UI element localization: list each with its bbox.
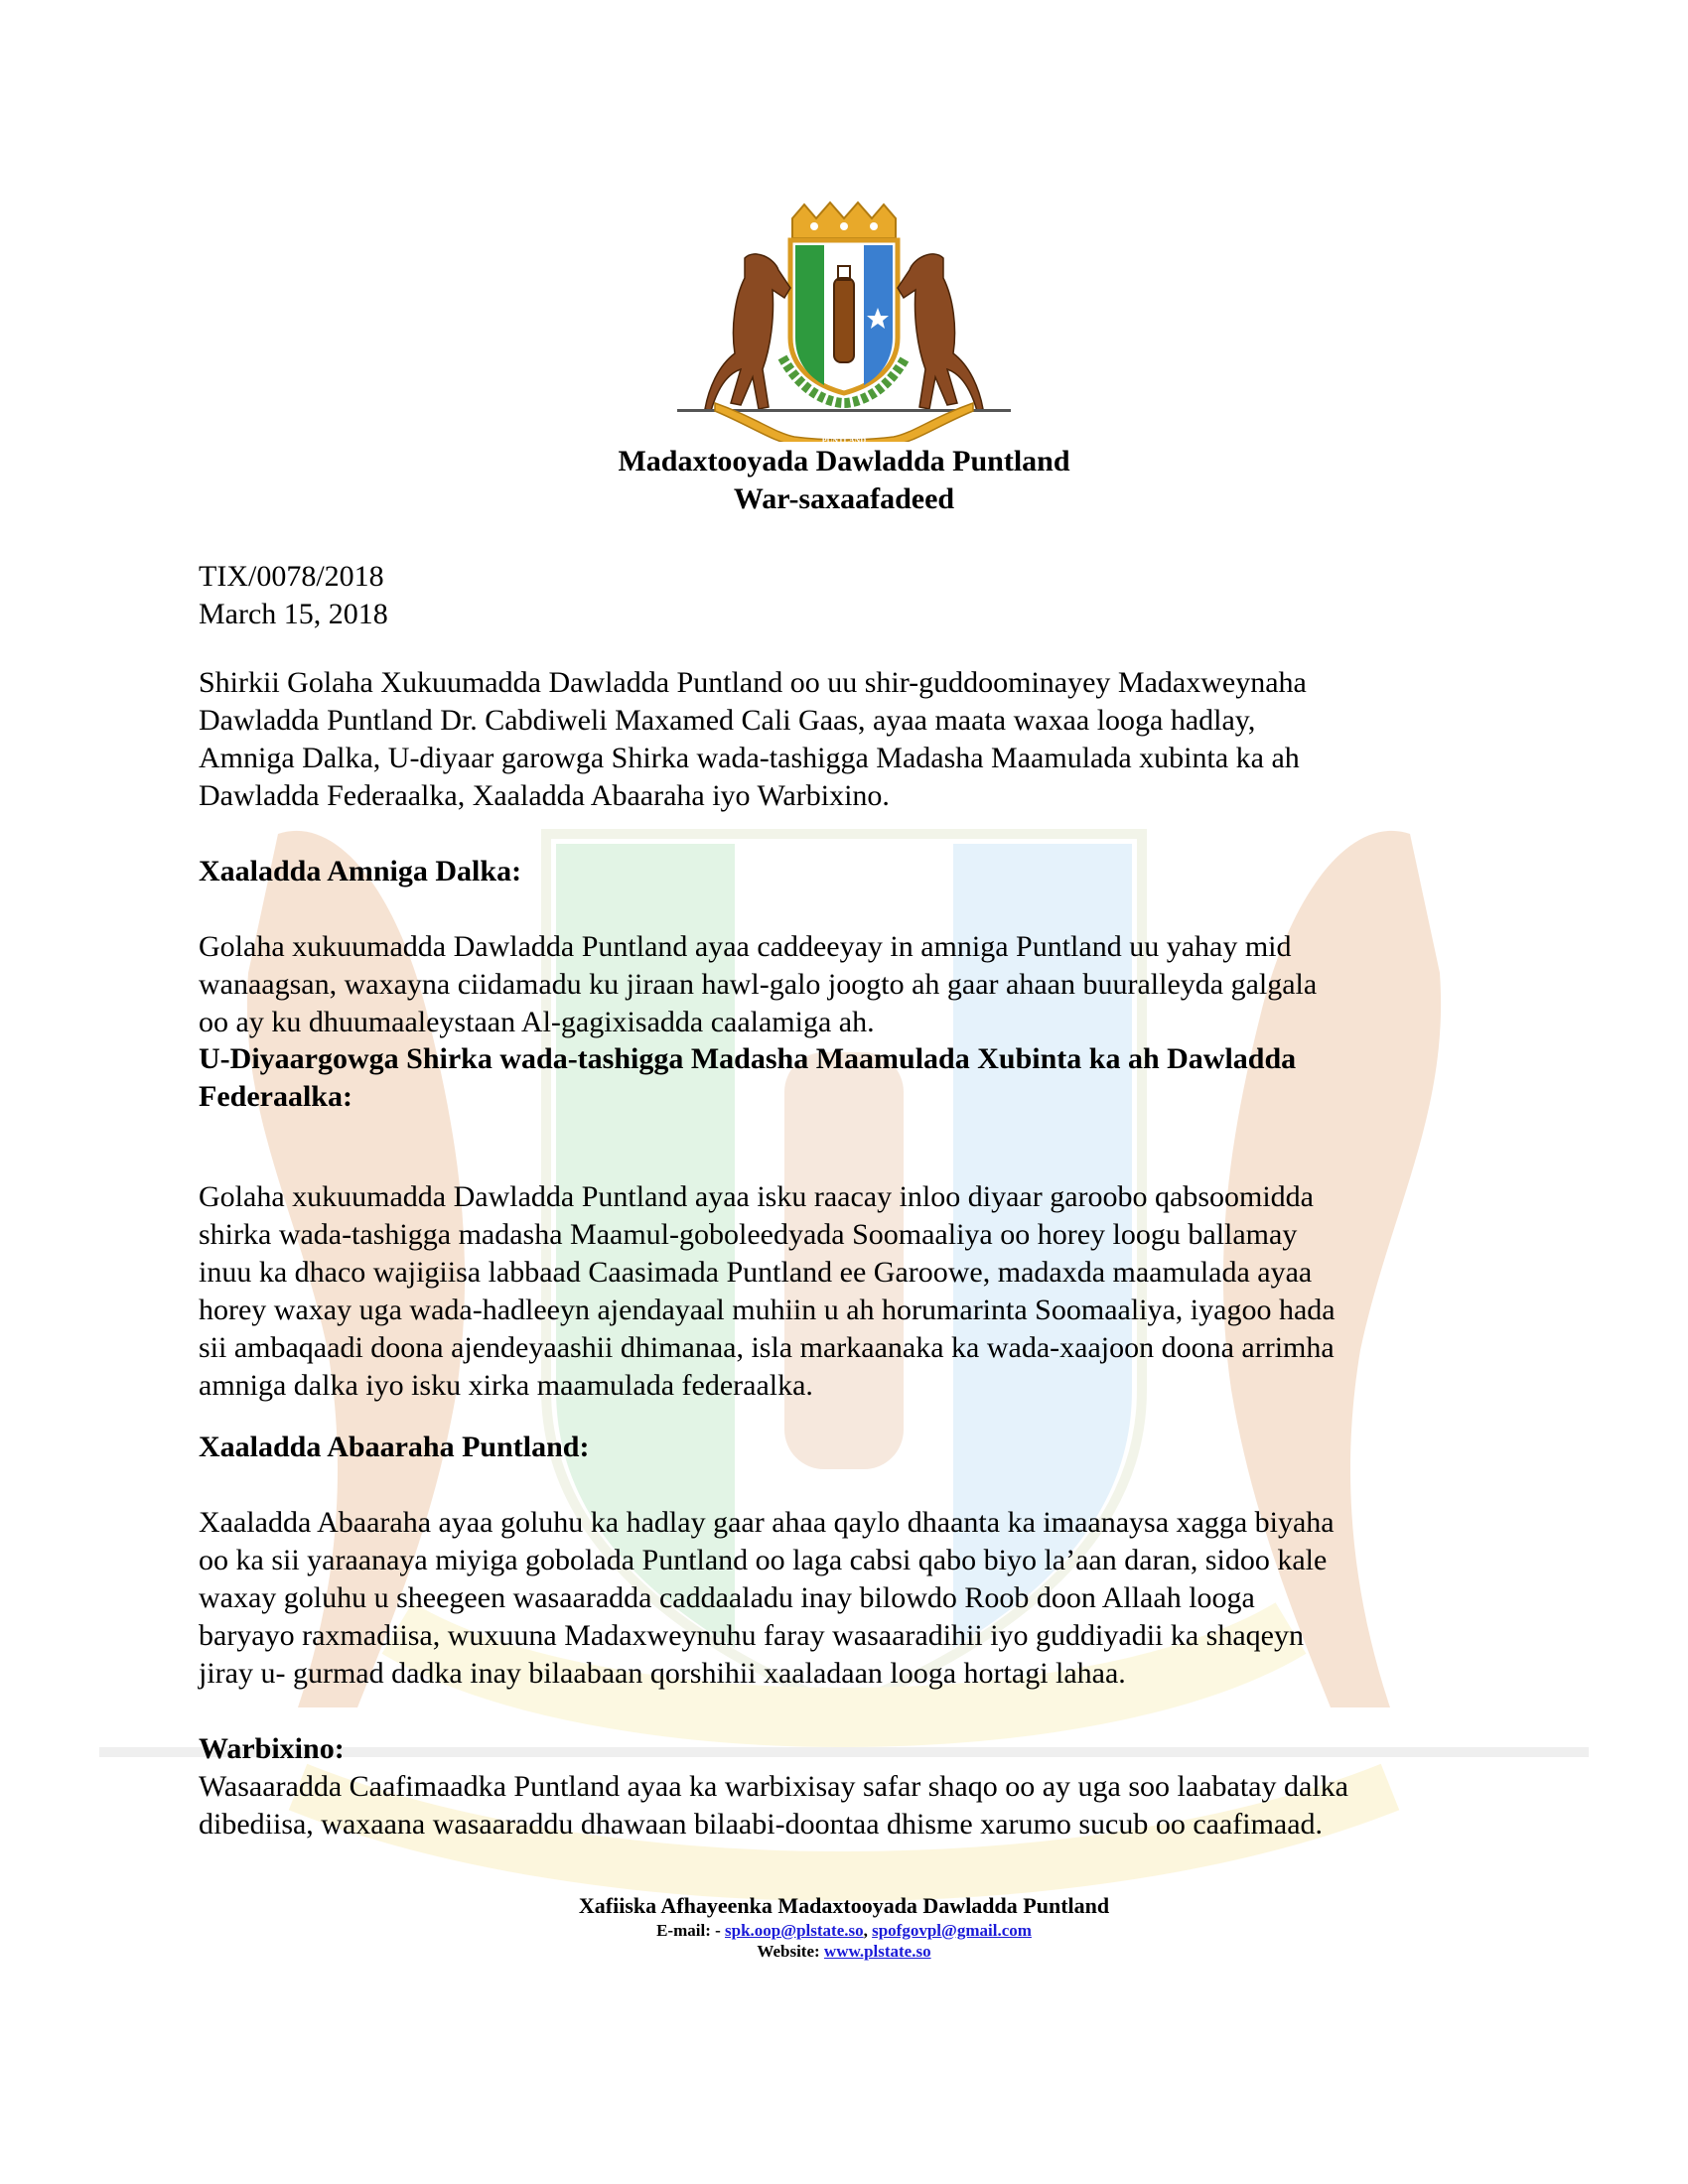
email-link-spk[interactable]: spk.oop@plstate.so [725,1921,864,1940]
reference-number: TIX/0078/2018 [199,560,384,593]
paragraph-line: oo ka sii yaraanaya miyiga gobolada Puntland oo laga cabsi qabo biyo la’aan daran, sidoo kale [199,1544,1328,1576]
paragraph-line: Amniga Dalka, U-diyaar garowga Shirka wada-tashigga Madasha Maamulada xubinta ka ah [199,742,1300,774]
paragraph-line: dibediisa, waxaana wasaaraddu dhawaan bilaabi-doontaa dhisme xarumo sucub oo caafimaad. [199,1808,1324,1841]
letterhead-title [0,443,1688,518]
section-paragraph-security [199,928,1499,1041]
section-heading-drought: Xaaladda Abaaraha Puntland: [199,1431,590,1463]
crown-icon [792,203,896,238]
email-label: E-mail: - [656,1921,726,1940]
crest-banner-text: PUNTLAND [821,436,867,442]
heading-line: U-Diyaargowga Shirka wada-tashigga Madasha Maamulada Xubinta ka ah Dawladda [199,1042,1297,1075]
paragraph-line: waxay goluhu u sheegeen wasaaradda caddaaladu inay bilowdo Roob doon Allaah looga [199,1581,1255,1614]
intro-paragraph [199,664,1499,815]
paragraph-line: Golaha xukuumadda Dawladda Puntland ayaa isku raacay inloo diyaar garoobo qabsoomidda [199,1180,1314,1213]
section-paragraph-reports [199,1768,1499,1843]
paragraph-line: sii ambaqaadi doona ajendeyaashii dhimanaa, isla markaanaka ka wada-xaajoon doona arrimha [199,1331,1335,1364]
email-link-spofgovpl[interactable]: spofgovpl@gmail.com [872,1921,1032,1940]
paragraph-line: Shirkii Golaha Xukuumadda Dawladda Puntland oo uu shir-guddoominayey Madaxweynaha [199,666,1307,699]
paragraph-line: shirka wada-tashigga madasha Maamul-goboleedyada Soomaaliya oo horey loogu ballamay [199,1218,1298,1251]
ribbon-banner [715,403,973,442]
paragraph-line: Wasaaradda Caafimaadka Puntland ayaa ka warbixisay safar shaqo oo ay uga soo laabatay dalka [199,1770,1348,1803]
paragraph-line: Dawladda Federaalka, Xaaladda Abaaraha iyo Warbixino. [199,779,890,812]
puntland-coat-of-arms-icon [675,199,1013,442]
paragraph-line: Dawladda Puntland Dr. Cabdiweli Maxamed Cali Gaas, ayaa maata waxaa looga hadlay, [199,704,1256,737]
heading-line: Federaalka: [199,1080,352,1113]
section-heading-conference [199,1040,1296,1116]
section-heading-reports: Warbixino: [199,1732,345,1765]
paragraph-line: oo ay ku dhuumaaleystaan Al-gagixisadda caalamiga ah. [199,1006,875,1038]
website-link[interactable]: www.plstate.so [823,1942,931,1961]
paragraph-line: horey waxay uga wada-hadleeyn ajendayaal muhiin u ah horumarinta Soomaaliya, iyagoo hada [199,1294,1336,1326]
paragraph-line: baryayo raxmadiisa, wuxuuna Madaxweynuhu faray wasaaradihii iyo guddiyadii ka shaqeyn [199,1619,1304,1652]
horse-right-icon [898,254,983,411]
paragraph-line: Xaaladda Abaaraha ayaa goluhu ka hadlay gaar ahaa qaylo dhaanta ka imaanaysa xagga biyaha [199,1506,1335,1539]
horse-left-icon [705,254,790,411]
paragraph-line: amniga dalka iyo isku xirka maamulada federaalka. [199,1369,813,1402]
footer-email-line [0,1920,1688,1941]
reference-block [199,558,388,633]
document-type: War-saxaafadeed [733,482,955,515]
section-heading-security: Xaaladda Amniga Dalka: [199,855,522,887]
website-label: Website: [757,1942,824,1961]
footer-office-name: Xafiiska Afhayeenka Madaxtooyada Dawladda Puntland [578,1893,1110,1918]
paragraph-line: Golaha xukuumadda Dawladda Puntland ayaa caddeeyay in amniga Puntland uu yahay mid [199,930,1292,963]
footer-website-line [0,1941,1688,1962]
shield-icon [790,240,898,393]
organization-name: Madaxtooyada Dawladda Puntland [618,445,1070,478]
document-footer [0,1892,1688,1962]
email-separator: , [863,1921,873,1940]
section-paragraph-drought [199,1504,1499,1693]
paragraph-line: inuu ka dhaco wajigiisa labbaad Caasimada Puntland ee Garoowe, madaxda maamulada ayaa [199,1256,1313,1289]
document-date: March 15, 2018 [199,598,388,630]
section-paragraph-conference [199,1178,1499,1405]
paragraph-line: jiray u- gurmad dadka inay bilaabaan qorshihii xaaladaan looga hortagi lahaa. [199,1657,1126,1690]
paragraph-line: wanaagsan, waxayna ciidamadu ku jiraan hawl-galo joogto ah gaar ahaan buuralleyda galgala [199,968,1318,1001]
